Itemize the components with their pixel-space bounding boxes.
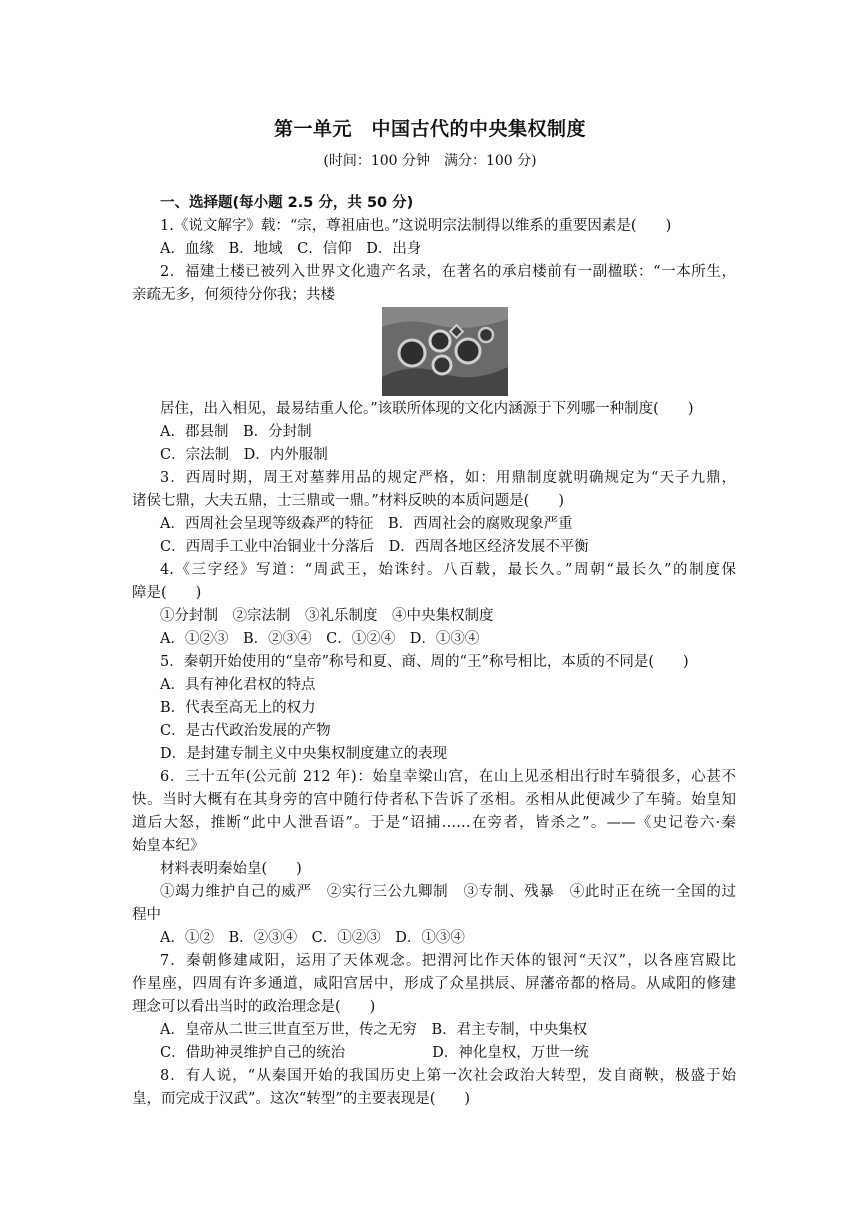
question-8-stem-line-1: 8．有人说，“从秦国开始的我国历史上第一次社会政治大转型，发自商鞅，极盛于始 xyxy=(160,1068,736,1084)
question-6-stem-line-1: 6．三十五年(公元前 212 年)：始皇幸梁山宫，在山上见丞相出行时车骑很多，心甚不 xyxy=(160,769,736,785)
question-8-stem-line-2: 皇，而完成于汉武”。这次“转型”的主要表现是( ) xyxy=(132,1091,471,1107)
question-2-stem-line-2: 亲疏无多，何须待分你我；共楼 xyxy=(132,287,335,303)
question-2-stem-line-1: 2．福建土楼已被列入世界文化遗产名录，在著名的承启楼前有一副楹联：“一本所生， xyxy=(160,264,736,280)
question-6-statements-line-1: ①竭力维护自己的威严 ②实行三公九卿制 ③专制、残暴 ④此时正在统一全国的过 xyxy=(160,884,736,900)
question-2-options-ab: A．郡县制 B．分封制 xyxy=(160,424,312,440)
question-5-option-c: C．是古代政治发展的产物 xyxy=(160,723,331,739)
question-2-stem-line-3: 居住，出入相见，最易结重人伦。”该联所体现的文化内涵源于下列哪一种制度( ) xyxy=(160,401,694,417)
question-1-options: A．血缘 B．地域 C．信仰 D．出身 xyxy=(160,241,422,257)
question-4-statements: ①分封制 ②宗法制 ③礼乐制度 ④中央集权制度 xyxy=(160,608,494,624)
question-6-statements-line-2: 程中 xyxy=(132,907,161,923)
question-7-stem-line-1: 7．秦朝修建咸阳，运用了天体观念。把渭河比作天体的银河“天汉”，以各座宫殿比 xyxy=(160,953,736,969)
question-3-stem-line-1: 3．西周时期，周王对墓葬用品的规定严格，如：用鼎制度就明确规定为“天子九鼎， xyxy=(160,470,736,486)
question-3-options-cd: C．西周手工业中冶铜业十分落后 D．西周各地区经济发展不平衡 xyxy=(160,539,589,555)
question-6-stem-line-2: 快。当时大概有在其身旁的宫中随行侍者私下告诉了丞相。丞相从此便减少了车骑。始皇知 xyxy=(132,792,736,808)
question-7-stem-line-2: 作星座，四周有许多通道，咸阳宫居中，形成了众星拱辰、屏藩帝都的格局。从咸阳的修建 xyxy=(132,976,736,992)
question-6-stem-line-3: 道后大怒，推断“此中人泄吾语”。于是“诏捕……在旁者，皆杀之”。——《史记卷六·秦 xyxy=(132,815,736,831)
question-7-stem-line-3: 理念可以看出当时的政治理念是( ) xyxy=(132,999,376,1015)
question-3-options-ab: A．西周社会呈现等级森严的特征 B．西周社会的腐败现象严重 xyxy=(160,516,573,532)
question-1-stem: 1.《说文解字》载：“宗，尊祖庙也。”这说明宗法制得以维系的重要因素是( ) xyxy=(160,218,672,234)
question-6-options: A．①② B．②③④ C．①②③ D．①③④ xyxy=(160,930,465,946)
question-4-stem-line-1: 4.《三字经》写道：“周武王，始诛纣。八百载，最长久。”周朝“最长久”的制度保 xyxy=(160,562,736,578)
question-5-option-a: A．具有神化君权的特点 xyxy=(160,677,316,693)
question-6-stem-line-4: 始皇本纪》 xyxy=(132,838,205,854)
question-2-options-cd: C．宗法制 D．内外服制 xyxy=(160,447,328,463)
question-5-stem: 5．秦朝开始使用的“皇帝”称号和夏、商、周的“王”称号相比，本质的不同是( ) xyxy=(160,654,689,670)
tulou-aerial-photo xyxy=(382,307,508,396)
question-4-options: A．①②③ B．②③④ C．①②④ D．①③④ xyxy=(160,631,480,647)
question-5-option-b: B．代表至高无上的权力 xyxy=(160,700,316,716)
page-title: 第一单元 中国古代的中央集权制度 xyxy=(273,118,586,140)
section-heading: 一、选择题(每小题 2.5 分，共 50 分) xyxy=(160,195,414,211)
question-4-stem-line-2: 障是( ) xyxy=(132,585,202,601)
question-7-options-cd: C．借助神灵维护自己的统治 D．神化皇权，万世一统 xyxy=(160,1045,589,1061)
question-3-stem-line-2: 诸侯七鼎，大夫五鼎，士三鼎或一鼎。”材料反映的本质问题是( ) xyxy=(132,493,564,509)
question-5-option-d: D．是封建专制主义中央集权制度建立的表现 xyxy=(160,746,448,762)
exam-info: (时间：100 分钟 满分：100 分) xyxy=(323,153,537,169)
question-6-prompt: 材料表明秦始皇( ) xyxy=(160,861,302,877)
question-7-options-ab: A．皇帝从二世三世直至万世，传之无穷 B．君主专制，中央集权 xyxy=(160,1022,588,1038)
